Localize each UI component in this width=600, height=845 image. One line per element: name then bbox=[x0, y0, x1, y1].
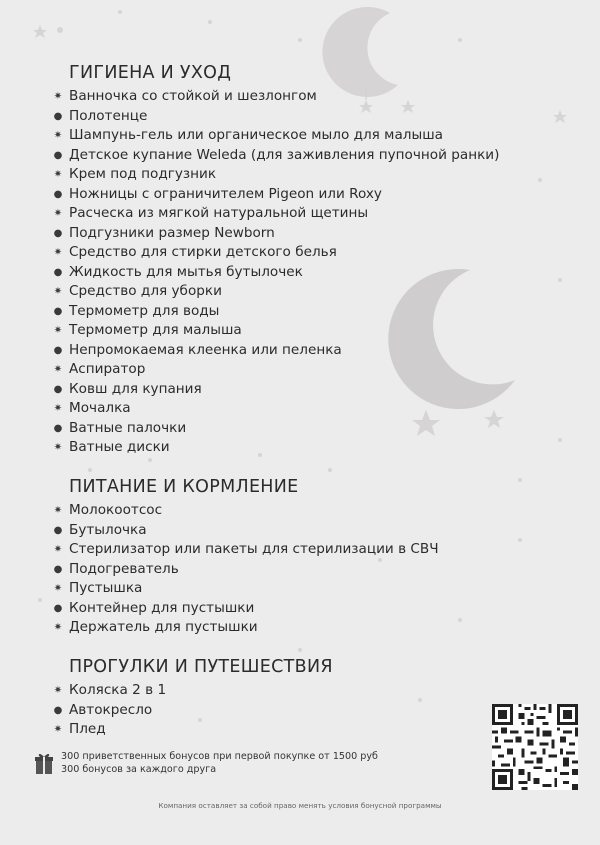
list-item-label: Подгузники размер Newborn bbox=[69, 224, 275, 241]
list-item-label: Бутылочка bbox=[69, 521, 147, 538]
section-feeding bbox=[52, 477, 439, 638]
list-item bbox=[52, 185, 499, 205]
list-item-label: Ковш для купания bbox=[69, 380, 202, 397]
section-title: ГИГИЕНА И УХОД bbox=[69, 63, 232, 83]
list-item-label: Коляска 2 в 1 bbox=[69, 682, 167, 698]
list-item-label: Жидкость для мытья бутылочек bbox=[69, 263, 303, 280]
star-bullet-icon: ✷ bbox=[53, 685, 63, 696]
list-item-label: Мочалка bbox=[69, 400, 131, 416]
list-item bbox=[52, 380, 499, 400]
list-item-label: Средство для уборки bbox=[69, 283, 222, 299]
section-hygiene bbox=[52, 63, 499, 458]
list-item bbox=[52, 701, 333, 721]
list-item-label: Держатель для пустышки bbox=[69, 619, 258, 635]
star-bullet-icon: ✷ bbox=[53, 622, 63, 633]
dot-bullet-icon: ● bbox=[53, 227, 63, 239]
list-item-label: Молокоотсос bbox=[69, 502, 163, 518]
star-bullet-icon: ✷ bbox=[53, 130, 63, 141]
star-bullet-icon: ✷ bbox=[53, 442, 63, 453]
star-bullet-icon: ✷ bbox=[53, 544, 63, 555]
list-item-label: Контейнер для пустышки bbox=[69, 599, 255, 616]
star-bullet-icon: ✷ bbox=[53, 583, 63, 594]
list-item bbox=[52, 618, 439, 638]
list-item bbox=[52, 302, 499, 322]
list-item-label: Подогреватель bbox=[69, 560, 179, 577]
bonus-welcome-text: 300 приветственных бонусов при первой покупке от 1500 руб bbox=[61, 751, 378, 762]
section-title: ПИТАНИЕ И КОРМЛЕНИЕ bbox=[69, 477, 299, 497]
list-item bbox=[52, 107, 499, 127]
moon-icon bbox=[496, 70, 535, 113]
qr-code-pattern bbox=[492, 704, 578, 790]
star-bullet-icon: ✷ bbox=[53, 91, 63, 102]
list-item-label: Термометр для малыша bbox=[69, 322, 242, 338]
item-list bbox=[52, 87, 499, 458]
list-item-label: Расческа из мягкой натуральной щетины bbox=[69, 205, 369, 221]
list-item bbox=[52, 521, 439, 541]
list-item-label: Непромокаемая клеенка или пеленка bbox=[69, 341, 342, 358]
section-walks bbox=[52, 657, 333, 740]
dot-bullet-icon: ● bbox=[53, 422, 63, 434]
dot-bullet-icon: ● bbox=[53, 110, 63, 122]
list-item bbox=[52, 540, 439, 560]
gift-icon bbox=[34, 751, 54, 775]
list-item bbox=[52, 579, 439, 599]
list-item-label: Детское купание Weleda (для заживления пупочной ранки) bbox=[69, 146, 500, 163]
list-item bbox=[52, 501, 439, 521]
footnote: Компания оставляет за собой право менять условия бонусной программы bbox=[158, 801, 442, 810]
list-item-label: Полотенце bbox=[69, 107, 148, 124]
star-bullet-icon: ✷ bbox=[53, 364, 63, 375]
list-item bbox=[52, 146, 499, 166]
dot-bullet-icon: ● bbox=[53, 383, 63, 395]
list-item-label: Пустышка bbox=[69, 580, 143, 596]
item-list bbox=[52, 501, 439, 638]
list-item bbox=[52, 126, 499, 146]
list-item-label: Аспиратор bbox=[69, 361, 146, 377]
list-item-label: Плед bbox=[69, 721, 106, 737]
dot-bullet-icon: ● bbox=[53, 563, 63, 575]
star-bullet-icon: ✷ bbox=[53, 724, 63, 735]
list-item-label: Автокресло bbox=[69, 701, 153, 718]
star-bullet-icon: ✷ bbox=[53, 403, 63, 414]
list-item bbox=[52, 204, 499, 224]
list-item-label: Крем под подгузник bbox=[69, 166, 217, 182]
list-item bbox=[52, 419, 499, 439]
list-item-label: Ванночка со стойкой и шезлонгом bbox=[69, 88, 317, 104]
list-item bbox=[52, 360, 499, 380]
list-item bbox=[52, 341, 499, 361]
list-item-label: Шампунь-гель или органическое мыло для малыша bbox=[69, 127, 443, 143]
list-item-label: Термометр для воды bbox=[69, 302, 220, 319]
dot-bullet-icon: ● bbox=[53, 188, 63, 200]
qr-code[interactable] bbox=[492, 704, 578, 790]
dot-bullet-icon: ● bbox=[53, 602, 63, 614]
section-title: ПРОГУЛКИ И ПУТЕШЕСТВИЯ bbox=[69, 657, 333, 677]
star-bullet-icon: ✷ bbox=[53, 286, 63, 297]
list-item-label: Ватные палочки bbox=[69, 419, 187, 436]
star-bullet-icon: ✷ bbox=[53, 505, 63, 516]
bonus-referral-text: 300 бонусов за каждого друга bbox=[61, 763, 217, 775]
dot-bullet-icon: ● bbox=[53, 149, 63, 161]
list-item bbox=[52, 399, 499, 419]
list-item-label: Ватные диски bbox=[69, 439, 170, 455]
dot-bullet-icon: ● bbox=[53, 266, 63, 278]
list-item bbox=[52, 599, 439, 619]
list-item bbox=[52, 681, 333, 701]
list-item bbox=[52, 243, 499, 263]
list-item bbox=[52, 560, 439, 580]
list-item bbox=[52, 165, 499, 185]
item-list bbox=[52, 681, 333, 740]
list-item-label: Стерилизатор или пакеты для стерилизации в СВЧ bbox=[69, 541, 439, 557]
dot-bullet-icon: ● bbox=[53, 704, 63, 716]
list-item bbox=[52, 224, 499, 244]
list-item bbox=[52, 438, 499, 458]
list-item bbox=[52, 720, 333, 740]
list-item bbox=[52, 87, 499, 107]
star-bullet-icon: ✷ bbox=[53, 325, 63, 336]
list-item bbox=[52, 282, 499, 302]
star-bullet-icon: ✷ bbox=[53, 247, 63, 258]
dot-bullet-icon: ● bbox=[53, 344, 63, 356]
dot-bullet-icon: ● bbox=[53, 524, 63, 536]
list-item-label: Ножницы с ограничителем Pigeon или Roxy bbox=[69, 185, 382, 202]
star-bullet-icon: ✷ bbox=[53, 208, 63, 219]
list-item bbox=[52, 321, 499, 341]
list-item bbox=[52, 263, 499, 283]
dot-bullet-icon: ● bbox=[53, 305, 63, 317]
star-bullet-icon: ✷ bbox=[53, 169, 63, 180]
list-item-label: Средство для стирки детского белья bbox=[69, 244, 337, 260]
